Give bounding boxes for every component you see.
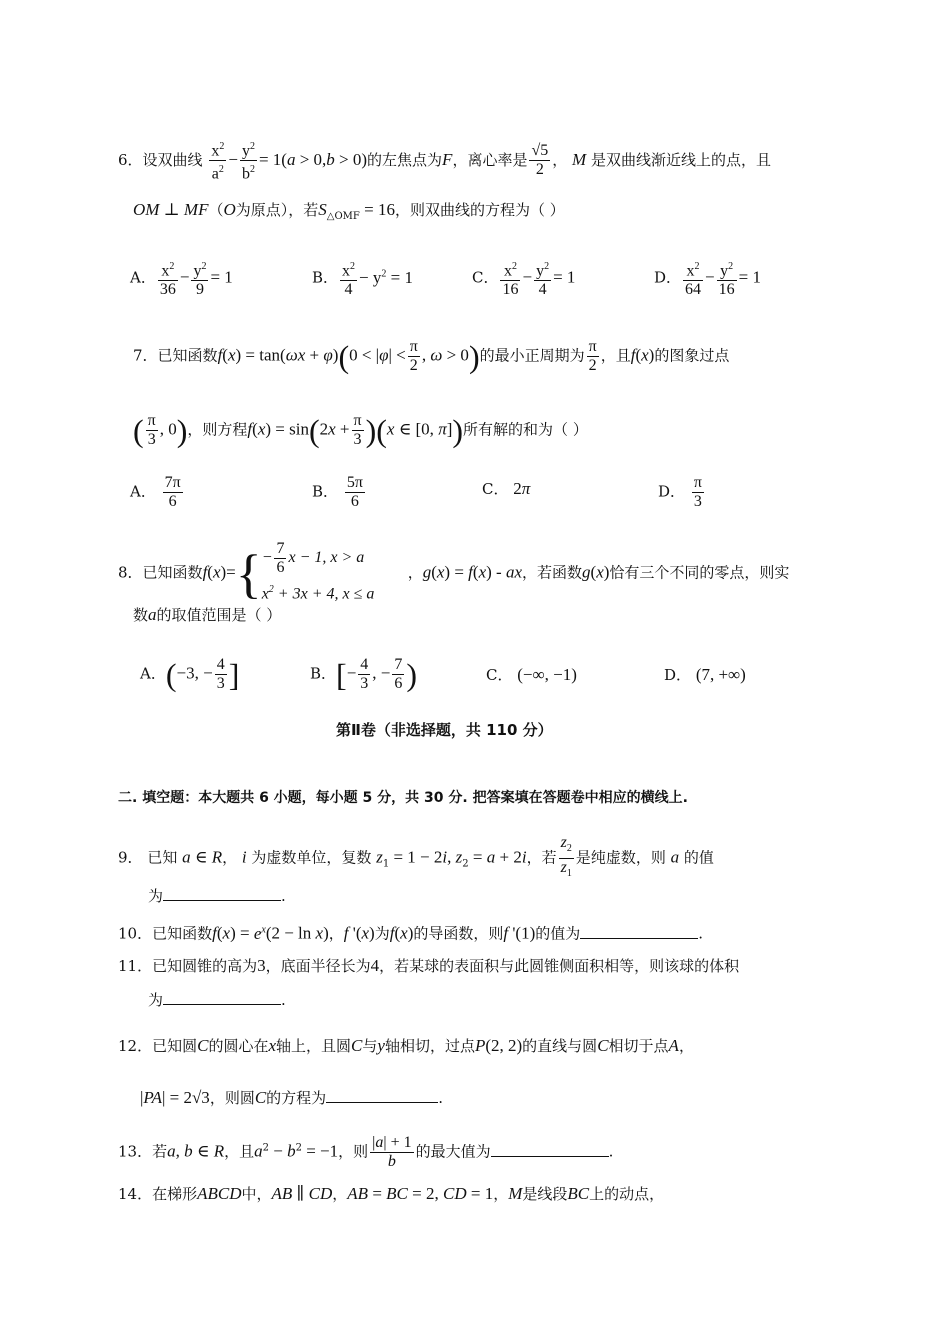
q6-option-b: B． $\frac{x^2}{4}$ − $y^2 = 1$ xyxy=(312,258,413,299)
q11-line1: 11．已知圆锥的高为3，底面半径长为4，若某球的表面积与此圆锥侧面积相等，则该球的体积 xyxy=(118,956,740,975)
q14-line: 14．在梯形ABCD中，AB ∥ CD，AB = BC = 2, CD = 1，M是线段BC上的动点， xyxy=(118,1184,665,1203)
q12-line1: 12．已知圆C的圆心在x轴上，且圆C与y轴相切，过点P(2, 2)的直线与圆C相切于点A， xyxy=(118,1036,694,1055)
q6-option-a: A． $\frac{x^2}{36}$ − $\frac{y^2}{9}$ = 1 xyxy=(130,258,233,299)
q7-line1: 7．已知函数f(x) = tan(ωx + φ)(0 < |φ| < $\frac{\pi}{2}$ , ω > 0)的最小正周期为 $\frac{\pi}{2}$ ，且f(x)的图象过点 xyxy=(133,338,730,375)
q12-answer-blank[interactable] xyxy=(326,1086,438,1103)
q11-answer-blank[interactable] xyxy=(163,988,281,1005)
q10-answer-blank[interactable] xyxy=(580,922,698,939)
q8-option-a: A．(−3, − $\frac{4}{3}$ ] xyxy=(140,656,240,693)
q13-line: 13．若a, b ∈ R，且$a^2 - b^2 = -1$，则 $\frac{|a| + 1}{b}$ 的最大值为 . xyxy=(118,1134,614,1170)
q10-line: 10．已知函数$f(x) = e^x(2 - \ln x)$，f '(x)为f(x)的导函数，则f '(1)的值为 . xyxy=(118,923,704,943)
q7-option-c: C． 2π xyxy=(482,479,531,498)
q8-line2: 数a的取值范围是（ ） xyxy=(133,605,282,624)
q9-line2: 为 . xyxy=(148,884,286,906)
q7-option-a: A． $\frac{7\pi}{6}$ xyxy=(130,474,181,510)
q11-line2: 为 . xyxy=(148,988,286,1010)
q9-line1: 9． 已知 a ∈ R， i 为虚数单位，复数 $z_1 = 1 - 2i$, $z_2 = a + 2i$，若 $\frac{z_2}{z_1}$ 是纯虚数，则 a 的值 xyxy=(118,834,714,880)
q12-line2: |PA| = 2√3，则圆C的方程为 . xyxy=(140,1088,443,1107)
q6-option-d: D． $\frac{x^2}{64}$ − $\frac{y^2}{16}$ = 1 xyxy=(654,258,761,299)
q6-line1: 6．设双曲线 $\frac{x^2}{a^2}$ − $\frac{y^2}{b^2}$ = 1(a > 0,b > 0)的左焦点为F，离心率是 $\frac{√5}{2}$ ， M 是双曲线渐近线上的点，且 xyxy=(118,138,771,184)
q9-answer-blank[interactable] xyxy=(163,884,281,901)
q8-line1: 8．已知函数f(x)={ − $\frac{7}{6}$ x − 1, x > a $x^2 + 3x + 4$, x ≤ a ，g(x) = f(x) - ax，若函数g(x)恰有三个不同的零点，则实 xyxy=(118,540,790,604)
section-ii-title: 第Ⅱ卷（非选择题，共 110 分） xyxy=(336,721,553,739)
q7-option-d: D． $\frac{\pi}{3}$ xyxy=(658,474,702,510)
fill-in-header: 二. 填空题：本大题共 6 小题，每小题 5 分，共 30 分. 把答案填在答题卷中相应的横线上. xyxy=(118,790,688,806)
q8-option-b: B．[− $\frac{4}{3}$ , − $\frac{7}{6}$ ) xyxy=(310,656,418,693)
q8-option-d: D． (7, +∞) xyxy=(664,665,746,684)
q7-option-b: B． $\frac{5\pi}{6}$ xyxy=(312,474,363,510)
q6-line2: OM ⊥ MF（O为原点），若$S_{\triangle OMF} = 16$，则双曲线的方程为（ ） xyxy=(133,200,565,222)
q6-option-c: C． $\frac{x^2}{16}$ − $\frac{y^2}{4}$ = 1 xyxy=(472,258,575,299)
q13-answer-blank[interactable] xyxy=(491,1140,609,1157)
q8-option-c: C． (−∞, −1) xyxy=(486,665,577,684)
q7-line2: ( $\frac{\pi}{3}$ , 0)，则方程f(x) = sin(2x + $\frac{\pi}{3}$ )(x ∈ [0, π])所有解的和为（ ） xyxy=(133,412,588,449)
